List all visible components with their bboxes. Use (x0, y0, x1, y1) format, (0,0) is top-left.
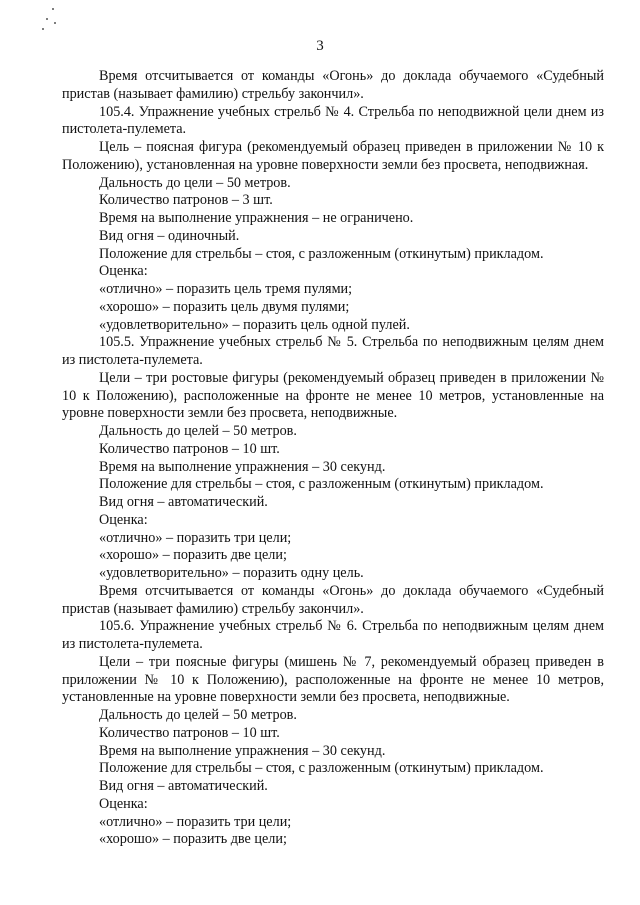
paragraph: Цель – поясная фигура (рекомендуемый образец приведен в приложении № 10 к Положению), установленная на уровне поверхности земли без просвета, неподвижная. (62, 139, 604, 173)
scan-specks (36, 6, 66, 36)
paragraph: Оценка: (99, 263, 148, 280)
paragraph: Время отсчитывается от команды «Огонь» до доклада обучаемого «Судебный пристав (называет фамилию) стрельбу закончил». (62, 582, 604, 617)
page-number: 3 (316, 38, 324, 54)
paragraph: Время отсчитывается от команды «Огонь» до доклада обучаемого «Судебный пристав (называет фамилию) стрельбу закончил». (62, 68, 604, 102)
paragraph: Положение для стрельбы – стоя, с разложенным (откинутым) прикладом. (99, 245, 544, 262)
paragraph: Количество патронов – 3 шт. (99, 192, 273, 209)
list-item: «отлично» – поразить цель тремя пулями; (99, 281, 353, 297)
list-item: «хорошо» – поразить две цели; (99, 547, 287, 564)
paragraph: Вид огня – одиночный. (99, 227, 240, 244)
paragraph: Вид огня – автоматический. (99, 778, 268, 794)
paragraph: Время на выполнение упражнения – 30 секунд. (99, 458, 386, 475)
paragraph: Вид огня – автоматический. (99, 494, 268, 510)
section-heading: 105.5. Упражнение учебных стрельб № 5. Стрельба по неподвижным целям днем из пистолета-пулемета. (62, 334, 604, 368)
list-item: «отлично» – поразить три цели; (99, 813, 292, 830)
paragraph: Цели – три поясные фигуры (мишень № 7, рекомендуемый образец приведен в приложении № 10 к Положению), расположенные на фронте не менее 10 метров, установленные на уровне поверхности земли без просвета, неподвижные. (62, 653, 604, 706)
paragraph: Положение для стрельбы – стоя, с разложенным (откинутым) прикладом. (99, 476, 544, 493)
section-heading: 105.6. Упражнение учебных стрельб № 6. Стрельба по неподвижным целям днем из пистолета-пулемета. (62, 618, 604, 652)
list-item: «удовлетворительно» – поразить цель одной пулей. (99, 316, 410, 333)
scan-speck (52, 8, 54, 10)
paragraph: Цели – три ростовые фигуры (рекомендуемый образец приведен в приложении № 10 к Положению), расположенные на фронте не менее 10 метров, установленные на уровне поверхности земли без просвета, неподвижные. (62, 369, 604, 422)
paragraph: Дальность до цели – 50 метров. (99, 174, 291, 191)
paragraph: Время на выполнение упражнения – 30 секунд. (99, 742, 386, 759)
scan-speck (42, 28, 44, 30)
paragraph: Дальность до целей – 50 метров. (99, 707, 297, 723)
paragraph: Время на выполнение упражнения – не ограничено. (99, 210, 414, 226)
list-item: «хорошо» – поразить цель двумя пулями; (99, 298, 350, 315)
paragraph: Оценка: (99, 795, 148, 812)
list-item: «отлично» – поразить три цели; (99, 529, 292, 546)
list-item: «удовлетворительно» – поразить одну цель. (99, 565, 364, 581)
paragraph: Дальность до целей – 50 метров. (99, 423, 297, 439)
scan-speck (54, 22, 56, 24)
paragraph: Количество патронов – 10 шт. (99, 724, 280, 741)
paragraph: Положение для стрельбы – стоя, с разложенным (откинутым) прикладом. (99, 760, 544, 777)
paragraph: Количество патронов – 10 шт. (99, 440, 280, 457)
document-body (62, 68, 604, 849)
scan-speck (46, 18, 48, 20)
section-heading: 105.4. Упражнение учебных стрельб № 4. Стрельба по неподвижной цели днем из пистолета-пулемета. (62, 103, 604, 138)
paragraph: Оценка: (99, 511, 148, 528)
list-item: «хорошо» – поразить две цели; (99, 831, 287, 848)
